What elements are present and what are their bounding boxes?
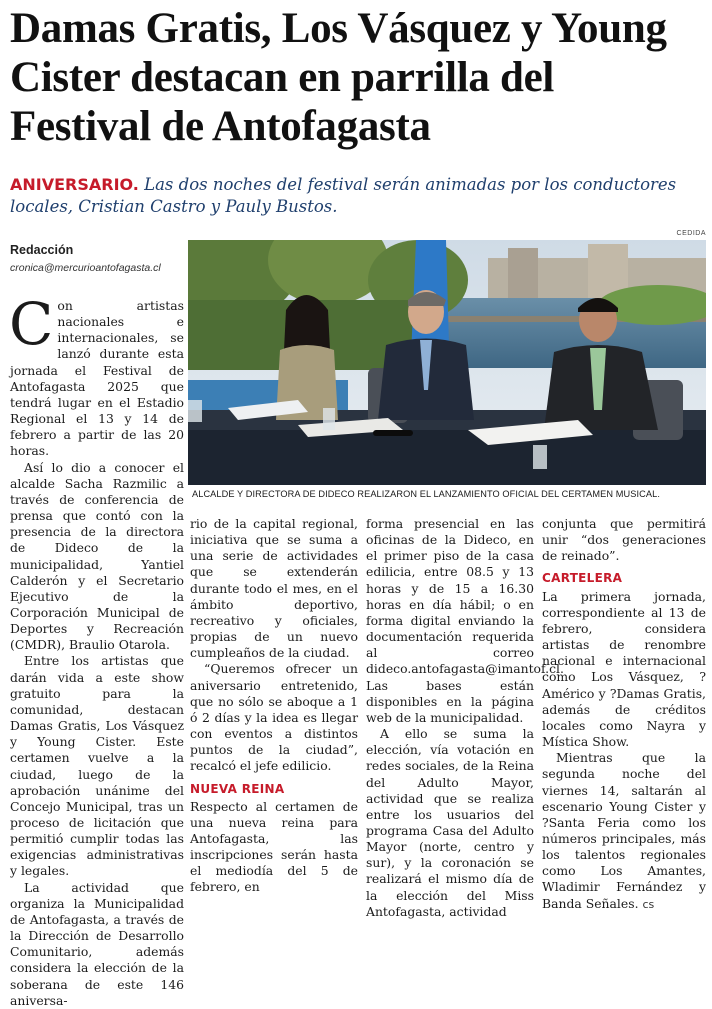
- article-paragraph: La primera jornada, correspondiente al 13 de febrero, considera artistas de renombre nacional e internacional como Los Vásquez, ?Américo y ?Damas Gratis, además de créditos locales como Nayra y Mística Show.: [542, 588, 706, 750]
- article-column-1: [9, 290, 184, 1009]
- author-email[interactable]: cronica@mercurioantofagasta.cl: [10, 262, 161, 274]
- photo-caption: ALCALDE Y DIRECTORA DE DIDECO REALIZARON EL LANZAMIENTO OFICIAL DEL CERTAMEN MUSICAL.: [192, 489, 660, 499]
- article-column-3: [366, 516, 564, 920]
- photo-credit: CEDIDA: [676, 230, 706, 237]
- paragraph-text: Mientras que la segunda noche del viernes 14, saltarán al escenario Young Cister y ?Santa Feria como los números principales, más los talentos regionales como Los Amantes, Wladimir Fernández y Banda Señales.: [542, 750, 706, 911]
- article-paragraph: A ello se suma la elección, vía votación en redes sociales, de la Reina del Adulto Mayor, actividad que se realiza entre los usuarios del programa Casa del Adulto Mayor (norte, centro y sur), y la coronación se realizará el mismo día de la elección del Miss Antofagasta, actividad: [366, 726, 534, 919]
- article-paragraph: Así lo dio a conocer el alcalde Sacha Razmilic a través de conferencia de prensa que contó con la presencia de la directora de Dideco de la municipalidad, Yantiel Calderón y el Secretario Ejecutivo de la Corporación Municipal de Deportes y Recreación (CMDR), Braulio Otarola.: [10, 459, 184, 653]
- article-paragraph: La actividad que organiza la Municipalidad de Antofagasta, a través de la Dirección de Desarrollo Comunitario, además considera la elección de la soberana de este 146 aniversa-: [10, 879, 184, 1008]
- headline: Damas Gratis, Los Vásquez y Young Cister destacan en parrilla del Festival de Antofagasta: [10, 5, 667, 150]
- article-paragraph: rio de la capital regional, iniciativa que se suma a una serie de actividades que se extenderán durante todo el mes, en el ámbito deportivo, recreativo y oficiales, propias de un nuevo cumpleaños de la ciudad.: [190, 516, 358, 661]
- article-paragraph: [542, 750, 706, 913]
- article-paragraph: Respecto al certamen de una nueva reina para Antofagasta, las inscripciones serán hasta el mediodía del 5 de febrero, en: [190, 798, 358, 895]
- deck: [10, 174, 700, 218]
- article-column-4: [542, 516, 706, 913]
- subheading-cartelera: CARTELERA: [542, 571, 623, 586]
- press-conference-photo: [188, 240, 706, 485]
- paragraph-text: on artistas nacionales e internacionales, se lanzó durante esta jornada el Festival de Antofagasta 2025 que tendrá lugar en el Estadio Regional el 13 y 14 de febrero a partir de las 20 horas.: [10, 298, 184, 459]
- end-mark-icon: cs: [642, 897, 655, 911]
- article-column-2: [190, 516, 358, 896]
- drop-cap: C: [9, 290, 54, 358]
- article-paragraph: [9, 290, 184, 460]
- article-paragraph: conjunta que permitirá unir “dos generaciones de reinado”.: [542, 516, 706, 564]
- article-paragraph: “Queremos ofrecer un aniversario entretenido, que no sólo se aboque a 1 ó 2 días y la idea es llegar con eventos a distintos puntos de la ciudad”, recalcó el jefe edilicio.: [190, 661, 358, 774]
- article-paragraph: Entre los artistas que darán vida a este show gratuito para la comunidad, destacan Damas Gratis, Los Vásquez y Young Cister. Este certamen vuelve a la ciudad, luego de la aprobación unánime del Concejo Municipal, tras un proceso de licitación que permitió cumplir todas las exigencias administrativas y legales.: [10, 653, 184, 879]
- deck-text: Las dos noches del festival serán animadas por los conductores locales, Cristian Castro y Pauly Bustos.: [10, 175, 677, 216]
- deck-kicker: ANIVERSARIO.: [10, 175, 139, 194]
- article-paragraph: forma presencial en las oficinas de la Dideco, en el primer piso de la casa edilicia, entre 08.5 y 13 horas y de 15 a 16.30 horas en día hábil; o en forma digital enviando la documentación requerida al correo dideco.antofagasta@imantof.cl. Las bases están disponibles en la página web de la municipalidad.: [366, 516, 564, 725]
- byline: Redacción: [10, 243, 74, 257]
- photo-illustration: [188, 240, 706, 485]
- subheading-nueva-reina: NUEVA REINA: [190, 781, 285, 796]
